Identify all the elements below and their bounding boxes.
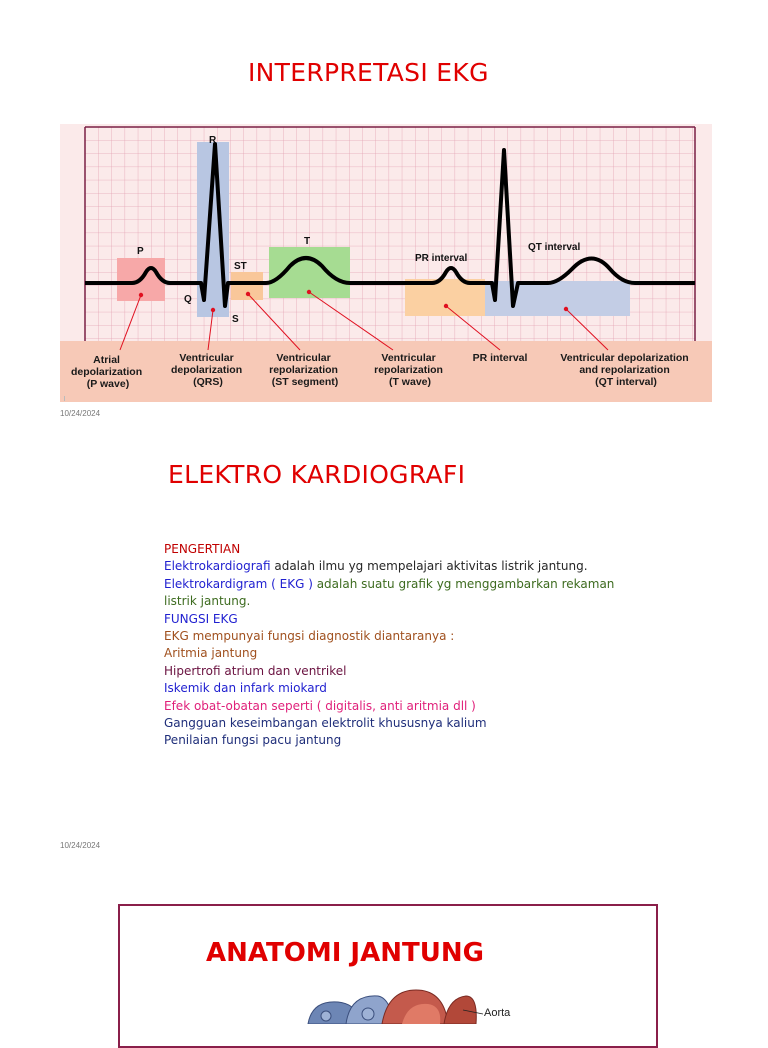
slide3-frame bbox=[118, 904, 658, 1048]
label-s: S bbox=[232, 314, 239, 325]
content-segment: Efek obat-obatan seperti ( digitalis, anti aritmia dll ) bbox=[164, 698, 476, 713]
content-line bbox=[164, 663, 614, 680]
content-segment: listrik jantung. bbox=[164, 594, 251, 609]
content-segment: EKG mempunyai fungsi diagnostik diantaranya : bbox=[164, 629, 455, 644]
content-segment: Penilaian fungsi pacu jantung bbox=[164, 733, 342, 748]
content-line bbox=[164, 558, 614, 575]
content-segment: Iskemik dan infark miokard bbox=[164, 681, 327, 696]
caption-st-segment: Ventricular repolarization (ST segment) bbox=[269, 352, 339, 388]
content-segment: Hipertrofi atrium dan ventrikel bbox=[164, 663, 347, 678]
label-aorta: Aorta bbox=[484, 1007, 511, 1019]
label-p: P bbox=[137, 246, 144, 257]
slide-title-ekg-interpretation: INTERPRETASI EKG bbox=[248, 58, 489, 87]
definition-and-functions-text bbox=[164, 541, 614, 750]
content-line bbox=[164, 680, 614, 697]
label-t: T bbox=[304, 236, 311, 247]
content-segment: adalah suatu grafik yg menggambarkan rekaman bbox=[312, 576, 615, 591]
caption-atrial-depolarization: Atrial depolarization (P wave) bbox=[70, 354, 143, 390]
content-segment: Gangguan keseimbangan elektrolit khususnya kalium bbox=[164, 716, 487, 731]
content-line bbox=[164, 732, 614, 749]
slide1-date: 10/24/2024 bbox=[60, 409, 101, 418]
slide-divider-tick bbox=[64, 396, 65, 401]
content-line bbox=[164, 715, 614, 732]
content-segment: Aritmia jantung bbox=[164, 646, 258, 661]
content-line bbox=[164, 593, 614, 610]
caption-qt-interval: Ventricular depolarization and repolarization (QT interval) bbox=[560, 352, 689, 388]
content-line bbox=[164, 628, 614, 645]
ekg-diagram bbox=[60, 124, 712, 402]
content-line bbox=[164, 645, 614, 662]
slide-title-heart-anatomy: ANATOMI JANTUNG bbox=[206, 938, 484, 968]
caption-t-wave: Ventricular repolarization (T wave) bbox=[374, 352, 443, 388]
caption-ventricular-depolarization: Ventricular depolarization (QRS) bbox=[170, 352, 243, 388]
content-line bbox=[164, 541, 614, 558]
label-qt-interval: QT interval bbox=[528, 242, 581, 253]
content-segment: adalah ilmu yg mempelajari aktivitas listrik jantung. bbox=[270, 559, 588, 574]
label-st: ST bbox=[234, 261, 247, 272]
content-segment: Elektrokardiografi bbox=[164, 559, 271, 574]
slide2-date: 10/24/2024 bbox=[60, 841, 101, 850]
label-r: R bbox=[209, 135, 217, 146]
slide-title-electrocardiography: ELEKTRO KARDIOGRAFI bbox=[168, 460, 466, 489]
caption-pr-interval: PR interval bbox=[472, 352, 528, 364]
content-line bbox=[164, 611, 614, 628]
content-segment: FUNGSI EKG bbox=[164, 611, 238, 626]
heart-anatomy-illustration bbox=[298, 980, 538, 1024]
content-segment: PENGERTIAN bbox=[164, 542, 241, 556]
label-pr-interval: PR interval bbox=[415, 253, 468, 264]
qt-interval-box bbox=[485, 281, 630, 316]
content-segment: Elektrokardigram ( EKG ) bbox=[164, 576, 313, 591]
content-line bbox=[164, 698, 614, 715]
content-line bbox=[164, 576, 614, 593]
label-q: Q bbox=[184, 294, 192, 305]
